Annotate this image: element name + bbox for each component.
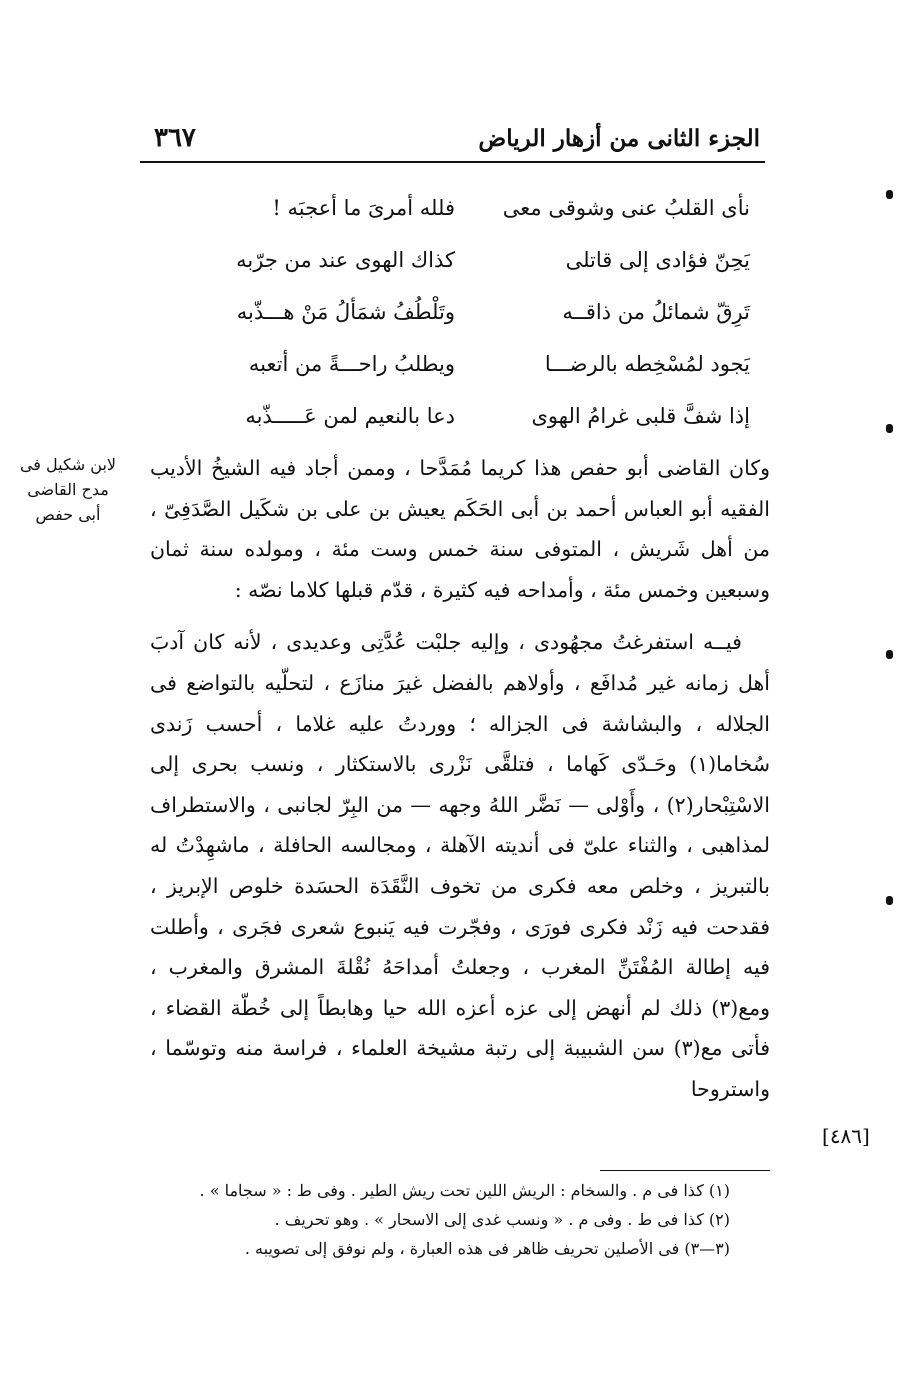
- footnote: (١) كذا فى م . والسخام : الريش اللين تحت ريش الطير . وفى ط : « سجاما » .: [199, 1181, 730, 1200]
- verse-line: [190, 390, 750, 442]
- header-rule: [140, 161, 765, 163]
- verse-first-hemistich: تَرِقّ شمائلُ من ذاقــه: [562, 300, 750, 324]
- margin-note-line: مدح القاضى: [27, 480, 109, 499]
- verse-line: [190, 338, 750, 390]
- scan-speck: [886, 424, 893, 433]
- body-text: [150, 448, 770, 1110]
- verse-line: [190, 286, 750, 338]
- verse-second-hemistich: كذاك الهوى عند من جرّبه: [236, 248, 455, 272]
- margin-note-line: أبى حفص: [35, 505, 101, 524]
- running-header: [140, 116, 760, 160]
- poem: [190, 182, 750, 442]
- verse-first-hemistich: يَحِنّ فؤادى إلى قاتلى: [565, 248, 750, 272]
- margin-note-line: لابن شكيل فى: [19, 455, 117, 474]
- verse-second-hemistich: دعا بالنعيم لمن عَـــــذّبه: [245, 404, 455, 428]
- verse-second-hemistich: فلله أمرىَ ما أعجبَه !: [272, 196, 455, 220]
- scan-speck: [886, 896, 893, 905]
- verse-line: [190, 234, 750, 286]
- folio-reference: [٤٨٦]: [822, 1124, 870, 1148]
- footnote: (٣—٣) فى الأصلين تحريف ظاهر فى هذه العبارة ، ولم نوفق إلى تصويبه .: [244, 1239, 730, 1258]
- verse-second-hemistich: ويطلبُ راحـــةً من أتعبه: [248, 352, 455, 376]
- paragraph: فيــه استفرغتُ مجهُودى ، وإليه جلبْت عُدَّتِى وعديدى ، لأنه كان آدبَ أهل زمانه غير مُدافَع ، وأولاهم بالفضل غيرَ منازَع ، لتحلّيه بالتواضع فى الجلاله ، والبشاشة فى الجزاله ؛ ووردتُ عليه غلاما ، أحسب زَندى سُخاما(١) وحَـدّى كَهاما ، فتلقَّى نَزْرى بالاستكثار ، ونسب بحرى إلى الاسْتِبْحار(٢) ، وأَوْلى — نَضَّر اللهُ وجهه — من البِرّ لجانبى ، والاستطراف لمذاهبى ، والثناء علىّ فى أنديته الآهلة ، ومجالسه الحافلة ، ماشهِدْتُ له بالتبريز ، وخلص معه فكرى من تخوف النَّقَدَة الحسَدة خلوص الإبريز ، فقدحت فيه زَنْد فكرى فورَى ، وفجّرت فيه يَنبوع شعرى فجَرى ، وأطلت فيه إطالة المُفْتَنِّ المغرب ، وجعلتُ أمداحَهُ نُقْلةَ المشرق والمغرب ، ومع(٣) ذلك لم أنهض إلى عزه أعزه الله حيا وهابطاً إلى خُطّة القضاء ، فأتى مع(٣) سن الشبيبة إلى رتبة مشيخة العلماء ، فراسة منه وتوسّما ، واستروحا: [150, 630, 770, 1101]
- verse-first-hemistich: إذا شفَّ قلبى غرامُ الهوى: [531, 404, 750, 428]
- scan-speck: [886, 190, 893, 199]
- page-number: ٣٦٧: [154, 123, 196, 153]
- footnote-rule: [600, 1170, 770, 1171]
- verse-line: [190, 182, 750, 234]
- margin-note: [10, 452, 126, 527]
- verse-second-hemistich: وتَلْطُفُ شمَألُ مَنْ هـــذّبه: [236, 300, 455, 324]
- verse-first-hemistich: يَجود لمُسْخِطه بالرضـــا: [544, 352, 750, 376]
- verse-first-hemistich: نأى القلبُ عنى وشوقى معى: [502, 196, 750, 220]
- scan-speck: [886, 650, 893, 659]
- paragraph: وكان القاضى أبو حفص هذا كريما مُمَدَّحا ، وممن أجاد فيه الشيخُ الأديب الفقيه أبو العباس أحمد بن أبى الحَكَم يعيش بن على بن شكَيل الصَّدَفِىّ ، من أهل شَريش ، المتوفى سنة خمس وست مئة ، ومولده سنة ثمان وسبعين وخمس مئة ، وأمداحه فيه كثيرة ، قدّم قبلها كلاما نصّه :: [150, 456, 770, 602]
- running-title: الجزء الثانى من أزهار الرياض: [478, 124, 760, 152]
- footnotes: [160, 1176, 770, 1263]
- footnote: (٢) كذا فى ط . وفى م . « ونسب غدى إلى الاسحار » . وهو تحريف .: [274, 1210, 730, 1229]
